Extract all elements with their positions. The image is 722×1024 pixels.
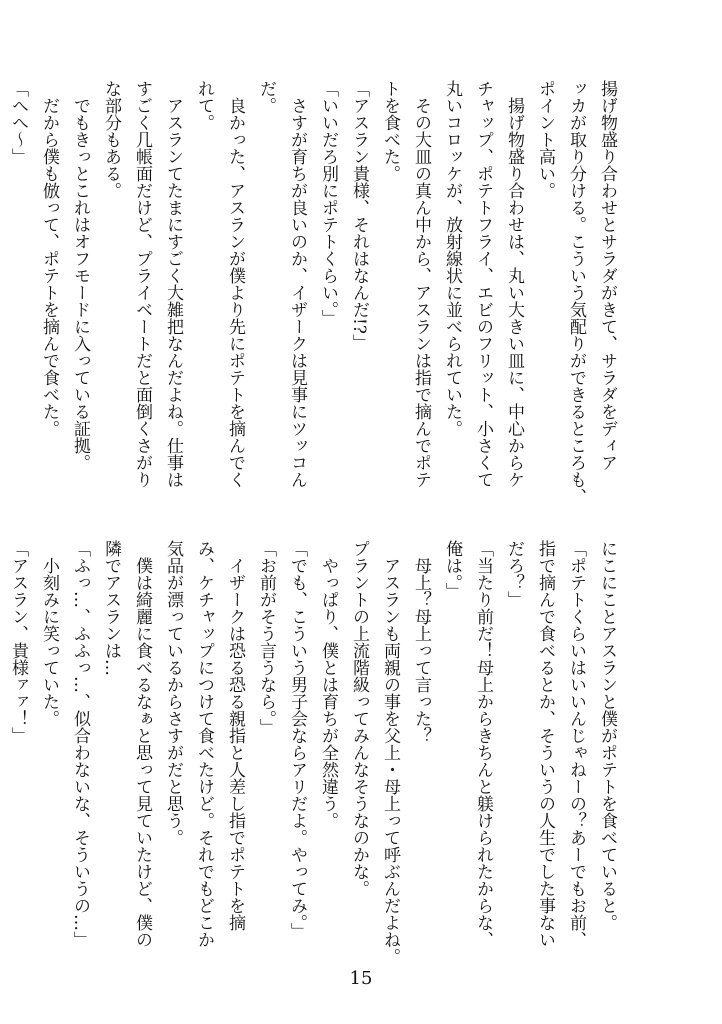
text-line: 「ふっ…、ふふっ…、似合わないな、そういうの…」 — [70, 540, 90, 948]
text-block-upper — [2, 80, 622, 505]
text-line: にこにことアスランと僕がポテトを食べていると。 — [597, 540, 617, 931]
text-line: 僕は綺麗に食べるなぁと思って見ていたけど、僕の — [132, 540, 152, 948]
text-line: その大皿の真ん中から、アスランは指で摘んでポテ — [411, 80, 431, 488]
text-line: さすが育ちが良いのか、イザークは見事にツッコん — [287, 80, 307, 488]
text-line: ポイント高い。 — [535, 80, 555, 199]
text-line: だから僕も倣って、ポテトを摘んで食べた。 — [39, 80, 59, 437]
text-line: プラントの上流階級ってみんなそうなのかな。 — [349, 540, 369, 897]
text-line: 母上？母上って言った？ — [411, 540, 431, 744]
text-line: やっぱり、僕とは育ちが全然違う。 — [318, 540, 338, 829]
text-line: トを食べた。 — [380, 80, 400, 182]
text-line: アスランも両親の事を父上・母上って呼ぶんだよね。 — [380, 540, 400, 965]
text-line: 「当たり前だ！母上からきちんと躾けられたからな、 — [473, 540, 493, 948]
text-line: な部分もある。 — [101, 80, 121, 199]
text-line: 「へへ〜」 — [8, 80, 28, 165]
text-line: 丸いコロッケが、放射線状に並べられていた。 — [442, 80, 462, 437]
text-block-lower — [2, 540, 622, 980]
text-line: 「いいだろ別にポテトくらい。」 — [318, 80, 338, 327]
text-line: 俺は。」 — [442, 540, 462, 600]
text-line: 揚げ物盛り合わせとサラダがきて、サラダをディア — [597, 80, 617, 471]
text-line: だろ？」 — [504, 540, 524, 608]
text-line: 「でも、こういう男子会ならアリだよ。やってみ。」 — [287, 540, 307, 940]
text-line: イザークは恐る恐る親指と人差し指でポテトを摘 — [225, 540, 245, 931]
text-line: 「お前がそう言うなら。」 — [256, 540, 276, 736]
text-line: すごく几帳面だけど、プライベートだと面倒くさがり — [132, 80, 152, 488]
page-number: 15 — [349, 968, 373, 989]
text-line: だ。 — [256, 80, 276, 114]
text-line: 気品が漂っているからさすがだと思う。 — [163, 540, 183, 846]
text-line: 小刻みに笑っていた。 — [39, 540, 59, 727]
text-line: 指で摘んで食べるとか、そういうの人生でした事ない — [535, 540, 555, 948]
text-line: れて。 — [194, 80, 214, 131]
text-line: 隣でアスランは… — [101, 540, 121, 676]
text-line: み、ケチャップにつけて食べたけど。それでもどこか — [194, 540, 214, 948]
text-line: 「アスラン貴様、それはなんだ!?」 — [349, 80, 369, 351]
text-line: でもきっとこれはオフモードに入っている証拠。 — [70, 80, 90, 471]
text-line: ッカが取り分ける。こういう気配りができるところも、 — [566, 80, 586, 505]
text-line: 「ポテトくらいはいいんじゃねーの？あーでもお前、 — [566, 540, 586, 948]
text-line: アスランてたまにすごく大雑把なんだよね。仕事は — [163, 80, 183, 488]
text-line: 揚げ物盛り合わせは、丸い大きい皿に、中心からケ — [504, 80, 524, 488]
text-line: 「アスラン、貴様ァァ！」 — [8, 540, 28, 744]
text-line: チャップ、ポテトフライ、エビのフリット、小さくて — [473, 80, 493, 488]
text-line: 良かった、アスランが僕より先にポテトを摘んでく — [225, 80, 245, 488]
